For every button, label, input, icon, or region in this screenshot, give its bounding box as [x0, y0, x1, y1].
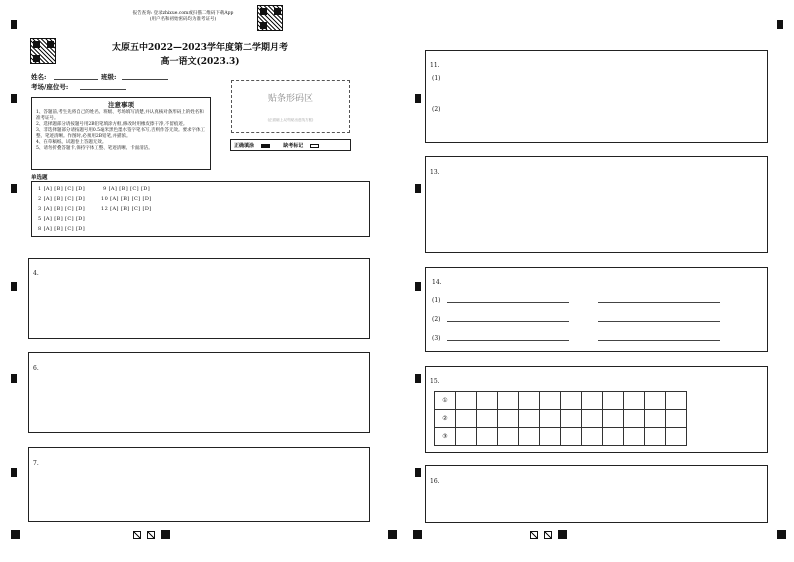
page-code-mark: [133, 531, 141, 539]
note-item: 4、在草稿纸、试题卷上答题无效。: [36, 140, 107, 145]
barcode-subtitle: (正面朝上,切勿贴出虚线方框): [267, 118, 314, 122]
corner-mark: [413, 530, 422, 539]
row-label: ②: [435, 410, 456, 428]
grid-cell[interactable]: [561, 392, 582, 410]
registration-mark: [415, 282, 421, 291]
mcq-row[interactable]: 3 [A] [B] [C] [D]: [38, 206, 86, 212]
seat-label: 考场/座位号:: [31, 83, 69, 91]
q15-writing-grid[interactable]: [434, 391, 687, 446]
answer-line[interactable]: [447, 302, 569, 303]
seat-field[interactable]: [80, 89, 126, 90]
grid-cell[interactable]: [540, 428, 561, 446]
subject-title: 高一语文(2023.3): [160, 57, 240, 67]
question-number: 13.: [430, 169, 440, 176]
row-label: ③: [435, 428, 456, 446]
grid-cell[interactable]: [603, 428, 624, 446]
grid-cell[interactable]: [624, 410, 645, 428]
grid-cell[interactable]: [519, 410, 540, 428]
grid-cell[interactable]: [498, 410, 519, 428]
registration-mark: [11, 374, 17, 383]
page-code-mark: [558, 530, 567, 539]
grid-cell[interactable]: [624, 392, 645, 410]
corner-mark: [11, 530, 20, 539]
grid-cell[interactable]: [540, 392, 561, 410]
absent-checkbox[interactable]: [310, 144, 319, 148]
report-notice-line1: 报告查询: 登录zhixue.com或扫描二维码下载App: [132, 11, 234, 16]
mcq-row[interactable]: 12 [A] [B] [C] [D]: [101, 206, 152, 212]
mcq-row[interactable]: 2 [A] [B] [C] [D]: [38, 196, 86, 202]
grid-cell[interactable]: [456, 428, 477, 446]
grid-cell[interactable]: [477, 428, 498, 446]
grid-cell[interactable]: [498, 428, 519, 446]
sub-question-label: (3): [432, 335, 441, 342]
registration-mark: [777, 20, 783, 29]
question-number: 6.: [33, 365, 39, 372]
grid-cell[interactable]: [456, 392, 477, 410]
notes-box: [31, 97, 211, 170]
name-label: 姓名:: [31, 73, 47, 81]
registration-mark: [415, 468, 421, 477]
barcode-area: [231, 80, 350, 133]
registration-mark: [415, 184, 421, 193]
registration-mark: [11, 468, 17, 477]
barcode-title: 贴条形码区: [267, 94, 313, 104]
page-code-mark: [544, 531, 552, 539]
question-number: 15.: [430, 378, 440, 385]
correct-fill-label: 正确填涂: [234, 143, 255, 149]
qr-code-icon: [30, 38, 56, 64]
answer-line[interactable]: [598, 321, 720, 322]
sub-question-label: (1): [432, 75, 441, 82]
question-number: 11.: [430, 62, 440, 69]
grid-cell[interactable]: [498, 392, 519, 410]
grid-cell[interactable]: [603, 392, 624, 410]
grid-cell[interactable]: [519, 392, 540, 410]
class-label: 班级:: [101, 73, 117, 81]
grid-cell[interactable]: [624, 428, 645, 446]
registration-mark: [11, 20, 17, 29]
mcq-row[interactable]: 10 [A] [B] [C] [D]: [101, 196, 152, 202]
grid-cell[interactable]: [582, 428, 603, 446]
grid-row: [435, 410, 687, 428]
grid-cell[interactable]: [519, 428, 540, 446]
mcq-row[interactable]: 9 [A] [B] [C] [D]: [103, 186, 151, 192]
registration-mark: [11, 282, 17, 291]
corner-mark: [777, 530, 786, 539]
registration-mark: [11, 184, 17, 193]
registration-mark: [415, 94, 421, 103]
registration-mark: [11, 94, 17, 103]
question-number: 16.: [430, 478, 440, 485]
answer-box-q4[interactable]: [28, 258, 370, 339]
grid-cell[interactable]: [603, 410, 624, 428]
mcq-row[interactable]: 1 [A] [B] [C] [D]: [38, 186, 86, 192]
mcq-row[interactable]: 8 [A] [B] [C] [D]: [38, 226, 86, 232]
grid-cell[interactable]: [666, 410, 687, 428]
grid-cell[interactable]: [540, 410, 561, 428]
question-number: 4.: [33, 270, 39, 277]
school-title: 太原五中2022—2023学年度第二学期月考: [111, 43, 289, 53]
qr-code-icon: [257, 5, 283, 31]
sub-question-label: (1): [432, 297, 441, 304]
grid-cell[interactable]: [645, 410, 666, 428]
answer-line[interactable]: [447, 340, 569, 341]
answer-box-q7[interactable]: [28, 447, 370, 522]
legend-box: [230, 139, 351, 151]
note-item: 3、非选择题部分请按题号用0.5毫米黑色墨水签字笔书写,否则作答无效。要求字体工整、笔迹清晰。作图时,必须用2B铅笔,并描浓。: [36, 128, 205, 139]
question-number: 7.: [33, 460, 39, 467]
mcq-row[interactable]: 5 [A] [B] [C] [D]: [38, 216, 86, 222]
report-notice: [118, 11, 248, 23]
answer-line[interactable]: [598, 340, 720, 341]
grid-cell[interactable]: [645, 392, 666, 410]
absent-label: 缺考标记: [283, 143, 304, 149]
note-item: 1、答题前,考生先将自己的姓名、班级、考场填写清楚,并认真核对条形码上的姓名和准考证号。: [36, 110, 204, 121]
name-field[interactable]: [54, 79, 98, 80]
answer-line[interactable]: [598, 302, 720, 303]
report-notice-line2: (用户名和初始密码均为准考证号): [149, 17, 217, 22]
registration-mark: [415, 374, 421, 383]
answer-box-q13[interactable]: [425, 156, 768, 253]
grid-cell[interactable]: [582, 392, 603, 410]
sub-question-label: (2): [432, 106, 441, 113]
grid-cell[interactable]: [582, 410, 603, 428]
grid-cell[interactable]: [666, 428, 687, 446]
question-number: 14.: [432, 279, 442, 286]
page-code-mark: [147, 531, 155, 539]
page-code-mark: [530, 531, 538, 539]
sub-question-label: (2): [432, 316, 441, 323]
grid-cell[interactable]: [561, 410, 582, 428]
answer-line[interactable]: [447, 321, 569, 322]
filled-box-icon: [261, 144, 270, 148]
row-label: ①: [435, 392, 456, 410]
grid-cell[interactable]: [477, 410, 498, 428]
notes-list: [32, 109, 210, 153]
grid-cell[interactable]: [645, 428, 666, 446]
mcq-label: 单选题: [31, 175, 48, 181]
grid-cell[interactable]: [456, 410, 477, 428]
grid-row: [435, 392, 687, 410]
grid-cell[interactable]: [477, 392, 498, 410]
grid-cell[interactable]: [666, 392, 687, 410]
page-code-mark: [161, 530, 170, 539]
corner-mark: [388, 530, 397, 539]
grid-row: [435, 428, 687, 446]
grid-cell[interactable]: [561, 428, 582, 446]
notes-title: 注意事项: [108, 101, 134, 109]
note-item: 2、选择题部分请按题号用2B铅笔填涂方框,修改时用橡皮擦干净,不留痕迹。: [36, 122, 188, 127]
class-field[interactable]: [122, 79, 168, 80]
answer-box-q11[interactable]: [425, 50, 768, 143]
answer-box-q6[interactable]: [28, 352, 370, 433]
answer-box-q16[interactable]: [425, 465, 768, 523]
note-item: 5、请勿折叠答题卡,保持字体工整、笔迹清晰、卡面清洁。: [36, 146, 153, 151]
